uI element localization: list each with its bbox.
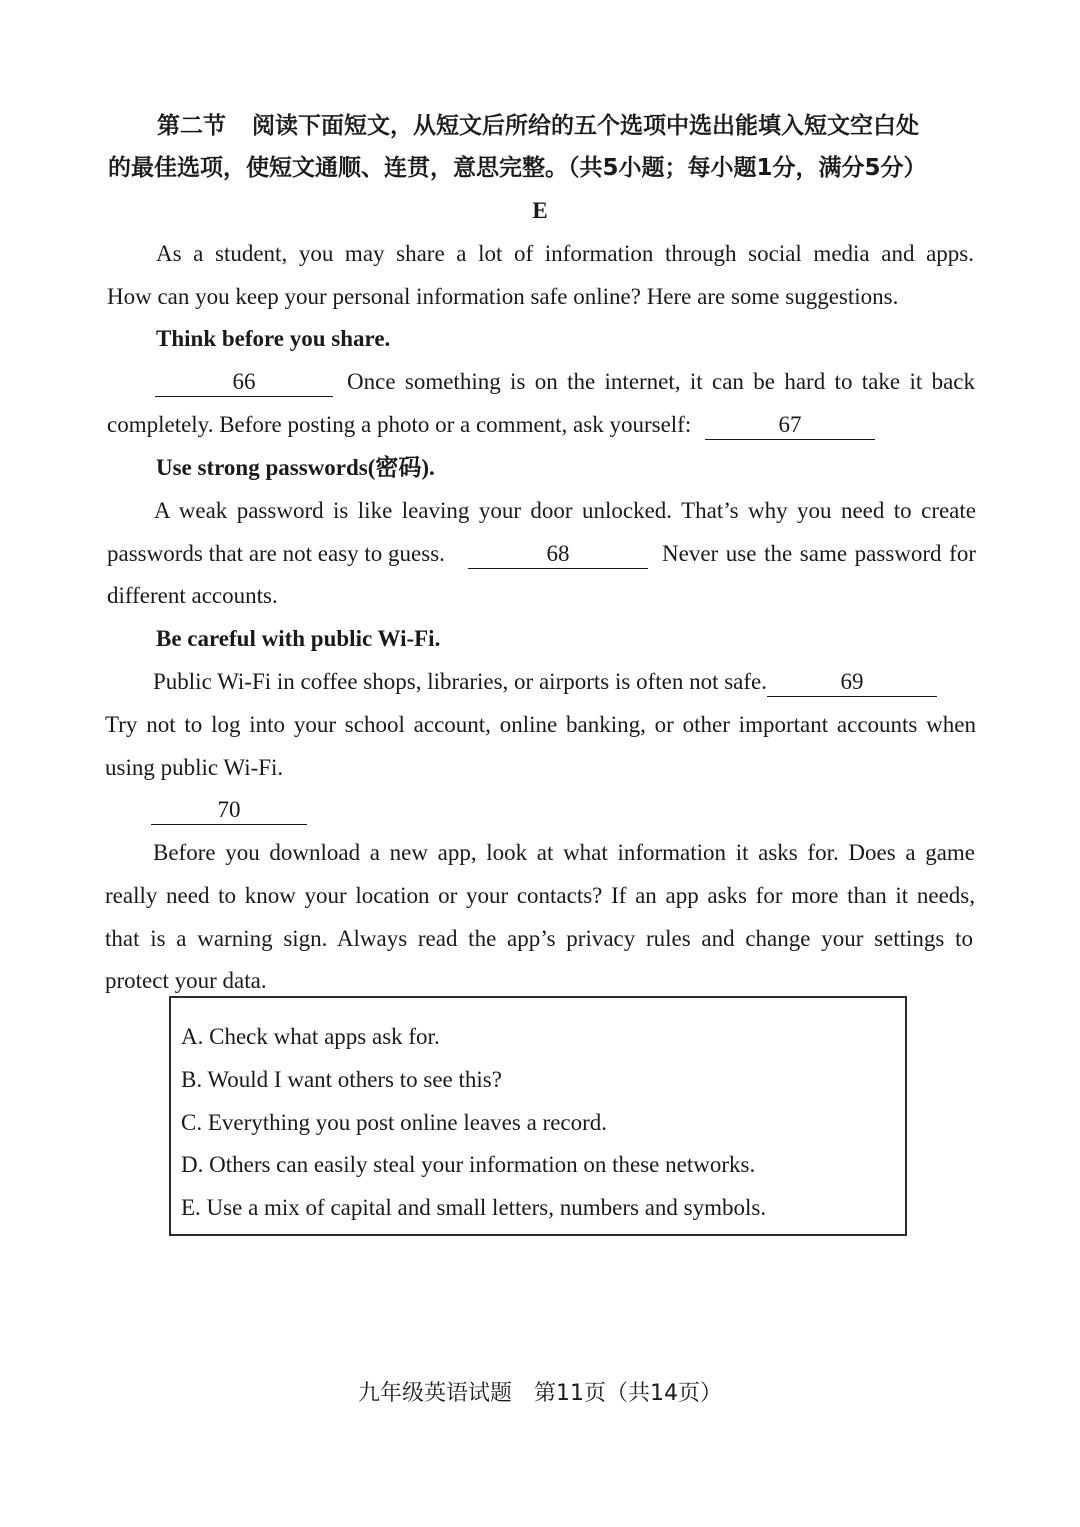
wifi-line-1 [153,667,937,697]
option-b[interactable]: B. Would I want others to see this? [181,1067,502,1092]
apps-line-3: that is a warning sign. Always read the app’s privacy rules and change your settings to [105,926,973,951]
blank-70[interactable]: 70 [151,798,307,825]
passage-letter: E [532,198,548,223]
wifi-line-1-text: Public Wi-Fi in coffee shops, libraries, or airports is often not safe. [153,669,767,694]
share-line-2 [107,410,875,440]
apps-line-1: Before you download a new app, look at what information it asks for. Does a game [153,840,975,865]
passwords-line-2-blank [468,539,648,569]
blank-68[interactable]: 68 [468,542,648,569]
passwords-line-3: different accounts. [107,583,278,608]
passwords-line-2b: Never use the same password for [662,541,976,566]
intro-line-1: As a student, you may share a lot of information through social media and apps. [156,241,974,266]
heading-think-before-share: Think before you share. [156,326,391,351]
apps-line-4: protect your data. [105,968,267,993]
passwords-line-1: A weak password is like leaving your door unlocked. That’s why you need to create [154,498,976,523]
section-label: 第二节 [157,113,226,139]
passwords-line-2a: passwords that are not easy to guess. [107,541,445,566]
blank-69[interactable]: 69 [767,670,937,697]
options-box [169,996,907,1236]
share-line-1 [155,367,333,397]
share-line-1-text: Once something is on the internet, it can be hard to take it back [347,369,975,394]
intro-line-2: How can you keep your personal information safe online? Here are some suggestions. [107,284,899,309]
option-e[interactable]: E. Use a mix of capital and small letters, numbers and symbols. [181,1195,767,1220]
page-footer: 九年级英语试题 第11页（共14页） [358,1381,722,1406]
wifi-line-2: Try not to log into your school account, online banking, or other important accounts when [105,712,976,737]
apps-line-2: really need to know your location or your contacts? If an app asks for more than it needs, [105,883,975,908]
blank-66[interactable]: 66 [155,370,333,397]
option-a[interactable]: A. Check what apps ask for. [181,1024,440,1049]
heading-strong-passwords: Use strong passwords(密码). [156,455,435,480]
share-line-2-text: completely. Before posting a photo or a comment, ask yourself: [107,412,692,437]
option-d[interactable]: D. Others can easily steal your information on these networks. [181,1152,756,1177]
apps-heading-line [151,795,307,825]
section-header-line1 [157,111,919,141]
section-header-line2: 的最佳选项，使短文通顺、连贯，意思完整。（共5小题；每小题1分，满分5分） [108,155,927,181]
blank-67[interactable]: 67 [705,413,875,440]
wifi-line-3: using public Wi-Fi. [105,755,284,780]
heading-public-wifi: Be careful with public Wi-Fi. [156,626,441,651]
section-instruction-part1: 阅读下面短文，从短文后所给的五个选项中选出能填入短文空白处 [252,113,919,139]
option-c[interactable]: C. Everything you post online leaves a record. [181,1110,608,1135]
